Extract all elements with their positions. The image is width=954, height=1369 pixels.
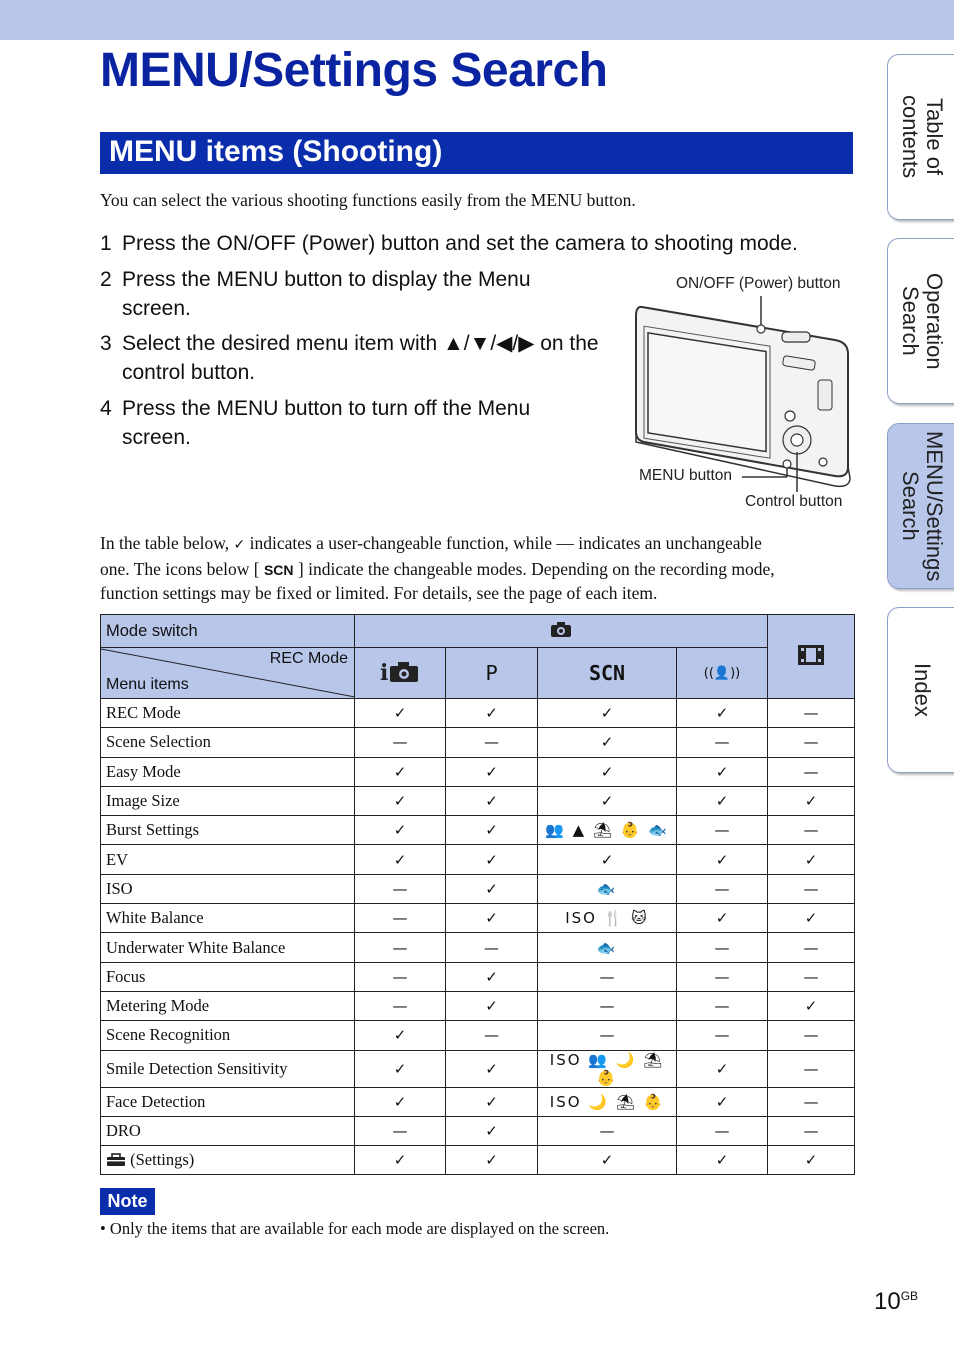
step-text: screen. xyxy=(122,426,191,449)
note-text: • Only the items that are available for each mode are displayed on the screen. xyxy=(100,1219,610,1238)
table-row: Smile Detection Sensitivity ✓ ✓ ISO 👥 🌙 ⛱ 👶 ✓ — xyxy=(101,1050,855,1087)
table-row: Scene Recognition ✓ — — — — xyxy=(101,1021,855,1050)
note-badge: Note xyxy=(100,1188,155,1215)
step-text: Press the MENU button to display the Menu xyxy=(122,268,531,291)
step-4 xyxy=(100,394,620,454)
step-text: Select the desired menu item with ▲/▼/◀/▶ on the xyxy=(122,332,599,355)
step-1 xyxy=(100,229,860,259)
mode-switch-header: Mode switch xyxy=(101,615,355,648)
page-title: MENU/Settings Search xyxy=(100,44,608,97)
step-text: screen. xyxy=(122,297,191,320)
svg-text:i: i xyxy=(380,660,389,683)
toolbox-icon xyxy=(106,1152,126,1167)
menu-items-label: Menu items xyxy=(106,676,189,693)
step-number: 4 xyxy=(100,397,112,420)
table-row: Image Size ✓ ✓ ✓ ✓ ✓ xyxy=(101,786,855,815)
table-row: Metering Mode — ✓ — — ✓ xyxy=(101,991,855,1020)
tab-label: Table of contents xyxy=(898,95,947,179)
table-description: In the table below, ✓ indicates a user-changeable function, while — indicates an unchangeable one. The icons below [ SCN ] indicate the changeable modes. Depending on the recording mode, function settings may be fixed or limited. For details, see the page of each item. xyxy=(100,533,775,603)
scene-icons: ISO 👥 🌙 ⛱ 👶 xyxy=(538,1050,677,1087)
easy-mode-icon: ((👤)) xyxy=(677,648,768,699)
step-number: 1 xyxy=(100,232,112,255)
scene-icons: ISO 🍴 🐱 xyxy=(538,904,677,933)
table-row: ISO — ✓ 🐟 — — xyxy=(101,874,855,903)
step-text: Press the ON/OFF (Power) button and set the camera to shooting mode. xyxy=(122,232,798,255)
scene-selection-icon: SCN xyxy=(263,561,294,578)
tab-menu-settings-search[interactable] xyxy=(887,423,954,589)
table-row: Underwater White Balance — — 🐟 — — xyxy=(101,933,855,962)
table-row: Scene Selection — — ✓ — — xyxy=(101,728,855,757)
camera-illustration xyxy=(630,292,855,492)
table-row: Burst Settings ✓ ✓ 👥 ▲ ⛱ 👶 🐟 — — xyxy=(101,816,855,845)
tab-table-of-contents[interactable] xyxy=(887,54,954,220)
rec-mode-label: REC Mode xyxy=(269,650,348,667)
still-modes-header xyxy=(355,615,768,648)
camera-icon xyxy=(550,620,572,638)
program-icon: P xyxy=(446,648,538,699)
table-row: REC Mode ✓ ✓ ✓ ✓ — xyxy=(101,699,855,728)
step-number: 2 xyxy=(100,268,112,291)
step-3 xyxy=(100,329,620,389)
intelligent-auto-icon xyxy=(355,648,446,699)
control-button-label: Control button xyxy=(745,493,843,510)
film-icon xyxy=(797,644,825,666)
table-row: (Settings) ✓ ✓ ✓ ✓ ✓ xyxy=(101,1146,855,1175)
menu-items-table xyxy=(100,614,855,1175)
scene-icons: 🐟 xyxy=(538,874,677,903)
table-row: EV ✓ ✓ ✓ ✓ ✓ xyxy=(101,845,855,874)
menu-button-label: MENU button xyxy=(639,467,733,484)
step-2 xyxy=(100,265,620,325)
page-number: $10^{GB}$ xyxy=(874,1288,919,1315)
tab-index[interactable] xyxy=(887,607,954,773)
header-bar xyxy=(0,0,954,40)
power-button-label: ON/OFF (Power) button xyxy=(676,275,841,292)
step-text: control button. xyxy=(122,361,256,384)
table-row: Face Detection ✓ ✓ ISO 🌙 ⛱ 👶 ✓ — xyxy=(101,1087,855,1116)
table-row: Focus — ✓ — — — xyxy=(101,962,855,991)
table-row: Easy Mode ✓ ✓ ✓ ✓ — xyxy=(101,757,855,786)
checkmark-icon: ✓ xyxy=(233,537,246,553)
tab-label: MENU/Settings Search xyxy=(898,430,947,582)
scene-icons: 🐟 xyxy=(538,933,677,962)
intro-text: You can select the various shooting functions easily from the MENU button. xyxy=(100,190,636,210)
tab-label: Operation Search xyxy=(898,272,947,370)
table-row: DRO — ✓ — — — xyxy=(101,1116,855,1145)
tab-operation-search[interactable] xyxy=(887,238,954,404)
step-text: Press the MENU button to turn off the Menu xyxy=(122,397,531,420)
table-row: White Balance — ✓ ISO 🍴 🐱 ✓ ✓ xyxy=(101,904,855,933)
scene-icons: 👥 ▲ ⛱ 👶 🐟 xyxy=(538,816,677,845)
scene-selection-icon: SCN xyxy=(538,648,677,699)
scene-icons: ISO 🌙 ⛱ 👶 xyxy=(538,1087,677,1116)
step-number: 3 xyxy=(100,332,112,355)
section-heading: MENU items (Shooting) xyxy=(100,132,853,174)
tab-label: Index xyxy=(910,663,935,717)
movie-mode-header xyxy=(768,615,855,699)
rec-mode-menu-items-header xyxy=(101,648,355,699)
